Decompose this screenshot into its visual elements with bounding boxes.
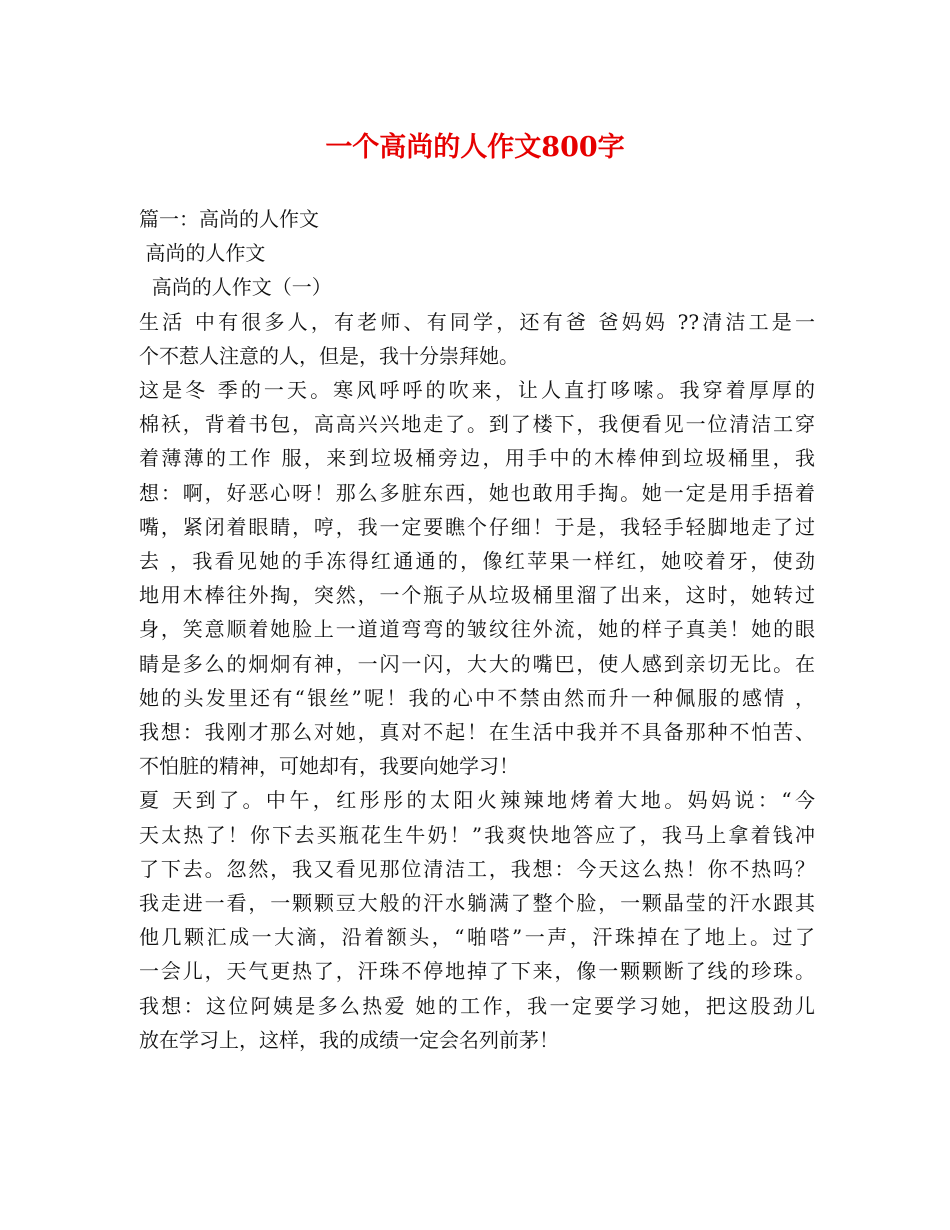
text-line: 生活 中有很多人，有老师、有同学，还有爸 爸妈妈 ??清洁工是一: [139, 309, 815, 334]
text-line: 他几颗汇成一大滴，沿着额头，“啪嗒”一声，汗珠掉在了地上。过了: [139, 925, 815, 950]
text-line: 我走进一看，一颗颗豆大般的汗水躺满了整个脸，一颗晶莹的汗水跟其: [139, 891, 815, 916]
text-line: 她的头发里还有“银丝”呢！我的心中不禁由然而升一种佩服的感情 ，: [139, 685, 815, 710]
text-line: 着薄薄的工作 服，来到垃圾桶旁边，用手中的木棒伸到垃圾桶里，我: [139, 446, 815, 471]
text-line: 个不惹人注意的人，但是，我十分崇拜她。: [139, 343, 519, 368]
text-line: 想：啊，好恶心呀！那么多脏东西，她也敢用手掏。她一定是用手捂着: [139, 480, 815, 505]
text-line: 不怕脏的精神，可她却有，我要向她学习！: [139, 754, 519, 779]
document-title: 一个高尚的人作文800字: [325, 132, 625, 163]
text-line: 一会儿，天气更热了，汗珠不停地掉了下来，像一颗颗断了线的珍珠。: [139, 959, 815, 984]
document-body: [139, 202, 815, 1057]
text-line: 棉袄，背着书包，高高兴兴地走了。到了楼下，我便看见一位清洁工穿: [139, 412, 815, 437]
text-line: 我想：这位阿姨是多么热爱 她的工作，我一定要学习她，把这股劲儿: [139, 993, 815, 1018]
text-line: 放在学习上，这样，我的成绩一定会名列前茅！: [139, 1027, 559, 1052]
text-line: 天太热了！你下去买瓶花生牛奶！”我爽快地答应了，我马上拿着钱冲: [139, 822, 815, 847]
text-line: 我想：我刚才那么对她，真对不起！在生活中我并不具备那种不怕苦、: [139, 720, 815, 745]
text-line: 篇一：高尚的人作文: [139, 207, 319, 231]
text-line: 去 ，我看见她的手冻得红通通的，像红苹果一样红，她咬着牙，使劲: [139, 549, 815, 574]
text-line: 身，笑意顺着她脸上一道道弯弯的皱纹往外流，她的样子真美！她的眼: [139, 617, 815, 642]
text-line: 高尚的人作文（一）: [139, 275, 332, 300]
text-line: 嘴，紧闭着眼睛，哼，我一定要瞧个仔细！于是，我轻手轻脚地走了过: [139, 514, 815, 539]
text-line: 地用木棒往外掏，突然，一个瓶子从垃圾桶里溜了出来，这时，她转过: [139, 583, 815, 608]
text-line: 这是冬 季的一天。寒风呼呼的吹来，让人直打哆嗦。我穿着厚厚的: [139, 378, 815, 403]
text-line: 睛是多么的炯炯有神，一闪一闪，大大的嘴巴，使人感到亲切无比。在: [139, 651, 815, 676]
text-line: 高尚的人作文: [139, 241, 266, 266]
text-line: 了下去。忽然，我又看见那位清洁工，我想：今天这么热！你不热吗？: [139, 856, 815, 881]
text-line: 夏 天到了。中午，红彤彤的太阳火辣辣地烤着大地。妈妈说：“今: [139, 788, 815, 813]
